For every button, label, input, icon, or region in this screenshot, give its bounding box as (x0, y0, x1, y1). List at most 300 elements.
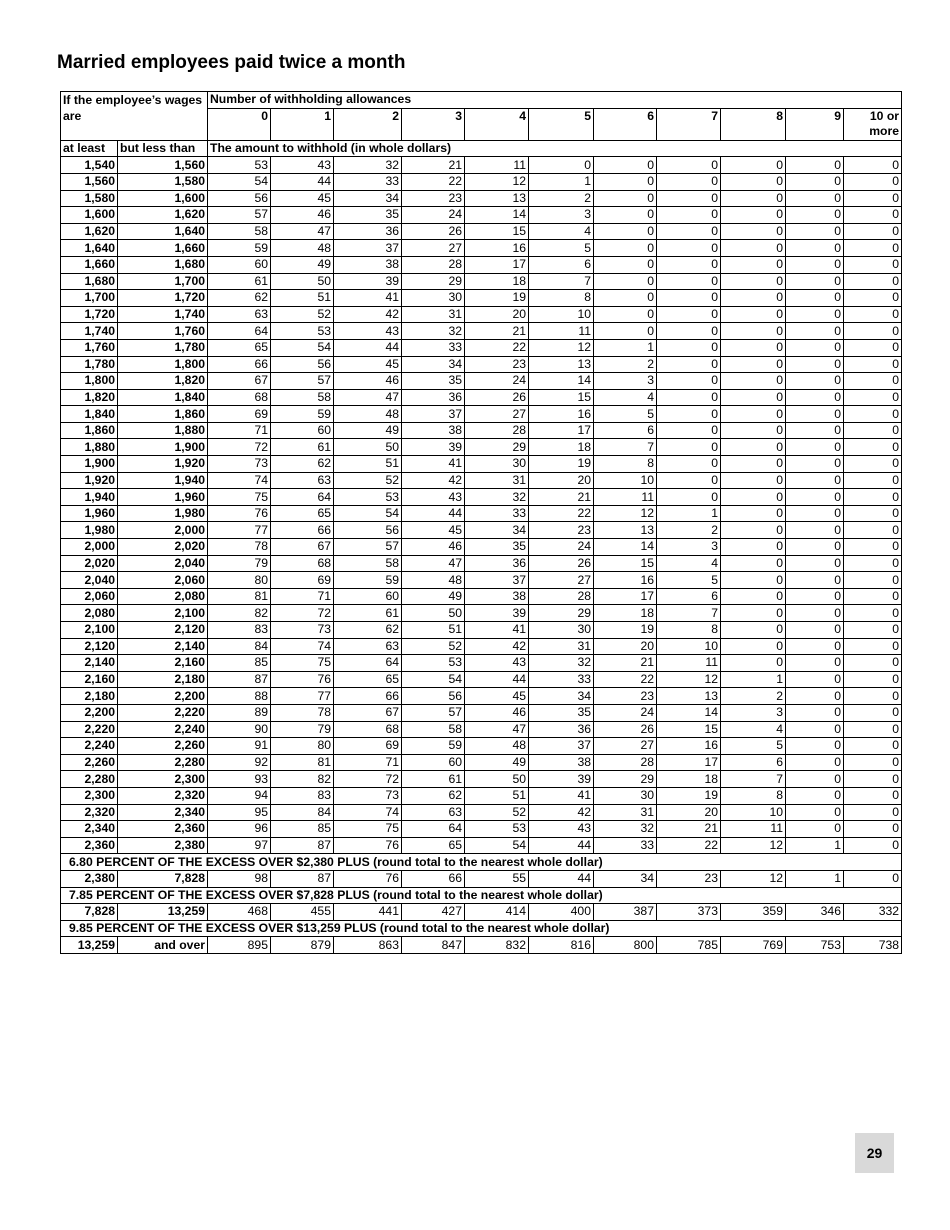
withhold-amount-cell: 3 (529, 207, 594, 224)
withhold-amount-cell: 64 (208, 323, 271, 340)
withhold-amount-cell: 10 (594, 472, 657, 489)
withhold-amount-cell: 3 (594, 373, 657, 390)
withhold-amount-cell: 0 (844, 157, 902, 174)
at-least-cell: 1,660 (61, 256, 118, 273)
withhold-amount-cell: 0 (786, 389, 844, 406)
withhold-amount-cell: 0 (786, 240, 844, 257)
withhold-amount-cell: 29 (465, 439, 529, 456)
withhold-amount-cell: 17 (657, 754, 721, 771)
withhold-amount-cell: 0 (721, 373, 786, 390)
withhold-amount-cell: 0 (657, 422, 721, 439)
less-than-cell: 1,760 (118, 323, 208, 340)
withhold-amount-cell: 7 (594, 439, 657, 456)
withhold-amount-cell: 13 (594, 522, 657, 539)
withhold-amount-cell: 81 (271, 754, 334, 771)
withhold-amount-cell: 57 (334, 539, 402, 556)
table-row (61, 837, 902, 854)
less-than-cell: 1,700 (118, 273, 208, 290)
withhold-amount-cell: 24 (402, 207, 465, 224)
withhold-amount-cell: 65 (271, 505, 334, 522)
withhold-amount-cell: 0 (844, 456, 902, 473)
withhold-amount-cell: 67 (271, 539, 334, 556)
withhold-amount-cell: 29 (594, 771, 657, 788)
less-than-cell: 2,080 (118, 588, 208, 605)
withhold-amount-cell: 0 (721, 290, 786, 307)
withhold-amount-cell: 51 (465, 787, 529, 804)
withhold-amount-cell: 27 (529, 572, 594, 589)
bracket-note-row (61, 887, 902, 904)
less-than-cell: 7,828 (118, 870, 208, 887)
withhold-amount-cell: 20 (594, 638, 657, 655)
withhold-amount-cell: 54 (334, 505, 402, 522)
withhold-amount-cell: 49 (465, 754, 529, 771)
less-than-cell: 2,180 (118, 671, 208, 688)
withhold-amount-cell: 816 (529, 937, 594, 954)
at-least-cell: 1,780 (61, 356, 118, 373)
withhold-amount-cell: 88 (208, 688, 271, 705)
withhold-amount-cell: 0 (721, 572, 786, 589)
table-row (61, 588, 902, 605)
table-row (61, 937, 902, 954)
withhold-amount-cell: 0 (786, 804, 844, 821)
at-least-cell: 1,720 (61, 306, 118, 323)
withhold-amount-cell: 0 (721, 555, 786, 572)
withhold-amount-cell: 83 (208, 622, 271, 639)
withhold-amount-cell: 8 (594, 456, 657, 473)
table-row (61, 622, 902, 639)
withhold-amount-cell: 14 (529, 373, 594, 390)
less-than-cell: 2,280 (118, 754, 208, 771)
table-row (61, 804, 902, 821)
less-than-cell: 2,140 (118, 638, 208, 655)
withhold-amount-cell: 23 (465, 356, 529, 373)
withhold-amount-cell: 26 (465, 389, 529, 406)
withhold-amount-cell: 22 (657, 837, 721, 854)
bracket-note: 7.85 PERCENT OF THE EXCESS OVER $7,828 PLUS (round total to the nearest whole dollar) (61, 887, 902, 904)
withhold-amount-cell: 0 (657, 406, 721, 423)
table-row (61, 754, 902, 771)
withhold-amount-cell: 0 (844, 539, 902, 556)
at-least-cell: 2,220 (61, 721, 118, 738)
withhold-amount-cell: 61 (208, 273, 271, 290)
header-row-1 (61, 92, 902, 109)
withhold-amount-cell: 427 (402, 904, 465, 921)
withhold-amount-cell: 0 (786, 655, 844, 672)
withhold-amount-cell: 6 (529, 256, 594, 273)
withhold-amount-cell: 34 (594, 870, 657, 887)
withhold-amount-cell: 13 (465, 190, 529, 207)
withhold-amount-cell: 8 (657, 622, 721, 639)
at-least-cell: 13,259 (61, 937, 118, 954)
at-least-cell: 2,140 (61, 655, 118, 672)
withhold-amount-cell: 0 (721, 422, 786, 439)
withhold-amount-cell: 41 (334, 290, 402, 307)
withhold-amount-cell: 24 (465, 373, 529, 390)
withhold-amount-cell: 785 (657, 937, 721, 954)
withhold-amount-cell: 34 (334, 190, 402, 207)
table-row (61, 638, 902, 655)
withhold-amount-cell: 0 (786, 339, 844, 356)
withhold-amount-cell: 0 (657, 173, 721, 190)
withhold-amount-cell: 22 (402, 173, 465, 190)
at-least-cell: 2,180 (61, 688, 118, 705)
less-than-cell: 1,640 (118, 223, 208, 240)
at-least-cell: 1,700 (61, 290, 118, 307)
withhold-amount-cell: 0 (721, 389, 786, 406)
withhold-amount-cell: 15 (465, 223, 529, 240)
withhold-amount-cell: 85 (271, 821, 334, 838)
withhold-amount-cell: 0 (786, 588, 844, 605)
at-least-cell: 2,340 (61, 821, 118, 838)
withhold-amount-cell: 0 (786, 157, 844, 174)
table-row (61, 771, 902, 788)
withhold-amount-cell: 38 (529, 754, 594, 771)
table-row (61, 671, 902, 688)
at-least-cell: 1,800 (61, 373, 118, 390)
withhold-amount-cell: 0 (844, 771, 902, 788)
at-least-cell: 2,380 (61, 870, 118, 887)
withhold-amount-cell: 65 (208, 339, 271, 356)
withhold-amount-cell: 895 (208, 937, 271, 954)
withhold-amount-cell: 76 (208, 505, 271, 522)
withhold-amount-cell: 45 (271, 190, 334, 207)
withhold-amount-cell: 22 (594, 671, 657, 688)
withhold-amount-cell: 6 (657, 588, 721, 605)
withhold-amount-cell: 0 (721, 622, 786, 639)
less-than-cell: 2,220 (118, 704, 208, 721)
withhold-amount-cell: 879 (271, 937, 334, 954)
withhold-amount-cell: 26 (402, 223, 465, 240)
withhold-amount-cell: 45 (465, 688, 529, 705)
allowance-col-header: 10 or (844, 108, 902, 124)
less-than-cell: 1,840 (118, 389, 208, 406)
withhold-amount-cell: 69 (208, 406, 271, 423)
less-than-cell: 1,740 (118, 306, 208, 323)
table-row (61, 223, 902, 240)
withhold-amount-cell: 10 (657, 638, 721, 655)
withhold-amount-cell: 79 (208, 555, 271, 572)
withhold-amount-cell: 0 (844, 339, 902, 356)
at-least-cell: 2,280 (61, 771, 118, 788)
withhold-amount-cell: 69 (334, 738, 402, 755)
withhold-amount-cell: 0 (594, 190, 657, 207)
withhold-amount-cell: 30 (594, 787, 657, 804)
withhold-amount-cell: 0 (844, 605, 902, 622)
withhold-amount-cell: 0 (844, 688, 902, 705)
withhold-amount-cell: 38 (402, 422, 465, 439)
withhold-amount-cell: 27 (594, 738, 657, 755)
allowance-col-header: 1 (271, 108, 334, 124)
less-than-cell: 1,680 (118, 256, 208, 273)
table-row (61, 389, 902, 406)
at-least-cell: 2,040 (61, 572, 118, 589)
withhold-amount-cell: 79 (271, 721, 334, 738)
withhold-amount-cell: 71 (208, 422, 271, 439)
withhold-amount-cell: 0 (721, 472, 786, 489)
withhold-amount-cell: 28 (402, 256, 465, 273)
withhold-amount-cell: 0 (721, 190, 786, 207)
at-least-cell: 1,980 (61, 522, 118, 539)
withhold-amount-cell: 49 (334, 422, 402, 439)
withhold-amount-cell: 56 (402, 688, 465, 705)
withhold-amount-cell: 65 (402, 837, 465, 854)
allowance-col-header: 0 (208, 108, 271, 124)
withhold-amount-cell: 0 (844, 306, 902, 323)
withhold-amount-cell: 10 (721, 804, 786, 821)
withhold-amount-cell: 2 (594, 356, 657, 373)
withhold-amount-cell: 5 (529, 240, 594, 257)
withhold-amount-cell: 94 (208, 787, 271, 804)
withhold-amount-cell: 56 (271, 356, 334, 373)
at-least-cell: 2,120 (61, 638, 118, 655)
withhold-amount-cell: 49 (271, 256, 334, 273)
withhold-amount-cell: 0 (844, 870, 902, 887)
withhold-amount-cell: 0 (786, 290, 844, 307)
wages-label-cont: are (61, 108, 208, 124)
withhold-amount-cell: 44 (402, 505, 465, 522)
withhold-amount-cell: 31 (402, 306, 465, 323)
less-than-cell: 1,580 (118, 173, 208, 190)
less-than-cell: 2,000 (118, 522, 208, 539)
withhold-amount-cell: 61 (334, 605, 402, 622)
withhold-amount-cell: 44 (465, 671, 529, 688)
withhold-amount-cell: 753 (786, 937, 844, 954)
withhold-amount-cell: 0 (657, 389, 721, 406)
less-than-cell: 1,960 (118, 489, 208, 506)
withhold-amount-cell: 92 (208, 754, 271, 771)
withhold-amount-cell: 60 (402, 754, 465, 771)
at-least-cell: 1,860 (61, 422, 118, 439)
withhold-amount-cell: 32 (465, 489, 529, 506)
withhold-amount-cell: 31 (594, 804, 657, 821)
withhold-amount-cell: 11 (721, 821, 786, 838)
withhold-amount-cell: 37 (465, 572, 529, 589)
table-row (61, 738, 902, 755)
withhold-amount-cell: 43 (529, 821, 594, 838)
withhold-amount-cell: 34 (529, 688, 594, 705)
table-row (61, 821, 902, 838)
withhold-amount-cell: 14 (594, 539, 657, 556)
withhold-amount-cell: 0 (844, 821, 902, 838)
withhold-amount-cell: 35 (402, 373, 465, 390)
withhold-amount-cell: 47 (334, 389, 402, 406)
less-than-cell: 1,820 (118, 373, 208, 390)
withhold-amount-cell: 0 (657, 207, 721, 224)
withhold-amount-cell: 44 (271, 173, 334, 190)
withhold-amount-cell: 29 (529, 605, 594, 622)
withhold-amount-cell: 0 (844, 190, 902, 207)
withhold-amount-cell: 18 (529, 439, 594, 456)
table-row (61, 290, 902, 307)
withhold-amount-cell: 359 (721, 904, 786, 921)
withhold-amount-cell: 68 (334, 721, 402, 738)
withhold-amount-cell: 15 (657, 721, 721, 738)
withhold-amount-cell: 82 (208, 605, 271, 622)
withhold-amount-cell: 42 (529, 804, 594, 821)
withhold-amount-cell: 37 (334, 240, 402, 257)
withhold-amount-cell: 441 (334, 904, 402, 921)
withhold-amount-cell: 400 (529, 904, 594, 921)
withhold-amount-cell: 89 (208, 704, 271, 721)
withhold-amount-cell: 1 (721, 671, 786, 688)
withhold-amount-cell: 0 (786, 671, 844, 688)
withhold-amount-cell: 0 (786, 223, 844, 240)
withhold-amount-cell: 5 (721, 738, 786, 755)
less-than-cell: 1,600 (118, 190, 208, 207)
at-least-label: at least (61, 140, 118, 157)
withhold-amount-cell: 0 (844, 638, 902, 655)
withhold-amount-cell: 51 (334, 456, 402, 473)
withhold-amount-cell: 77 (208, 522, 271, 539)
withhold-amount-cell: 63 (334, 638, 402, 655)
withhold-amount-cell: 55 (465, 870, 529, 887)
withhold-amount-cell: 0 (786, 572, 844, 589)
withhold-amount-cell: 1 (786, 870, 844, 887)
withhold-amount-cell: 16 (529, 406, 594, 423)
withhold-amount-cell: 64 (334, 655, 402, 672)
withhold-amount-cell: 28 (594, 754, 657, 771)
withhold-amount-cell: 3 (721, 704, 786, 721)
allowance-col-header: 5 (529, 108, 594, 124)
withhold-amount-cell: 32 (529, 655, 594, 672)
withhold-amount-cell: 23 (529, 522, 594, 539)
table-row (61, 339, 902, 356)
withhold-amount-cell: 45 (334, 356, 402, 373)
withhold-amount-cell: 0 (786, 555, 844, 572)
withhold-amount-cell: 0 (844, 389, 902, 406)
table-row (61, 373, 902, 390)
withhold-amount-cell: 74 (271, 638, 334, 655)
withhold-amount-cell: 91 (208, 738, 271, 755)
withhold-amount-cell: 31 (529, 638, 594, 655)
table-row (61, 555, 902, 572)
withhold-amount-cell: 0 (844, 356, 902, 373)
withhold-amount-cell: 67 (334, 704, 402, 721)
withhold-amount-cell: 0 (657, 373, 721, 390)
withhold-amount-cell: 24 (529, 539, 594, 556)
withhold-amount-cell: 1 (786, 837, 844, 854)
withhold-amount-cell: 74 (334, 804, 402, 821)
at-least-cell: 2,260 (61, 754, 118, 771)
at-least-cell: 1,820 (61, 389, 118, 406)
withhold-amount-cell: 39 (529, 771, 594, 788)
withhold-amount-cell: 0 (844, 505, 902, 522)
less-than-cell: 1,620 (118, 207, 208, 224)
withhold-amount-cell: 43 (402, 489, 465, 506)
withhold-amount-cell: 0 (786, 256, 844, 273)
withhold-amount-cell: 72 (271, 605, 334, 622)
table-row (61, 787, 902, 804)
withhold-amount-cell: 53 (208, 157, 271, 174)
less-than-cell: 13,259 (118, 904, 208, 921)
withhold-amount-cell: 0 (844, 173, 902, 190)
withhold-amount-cell: 81 (208, 588, 271, 605)
withhold-amount-cell: 19 (657, 787, 721, 804)
withhold-amount-cell: 19 (465, 290, 529, 307)
withhold-amount-cell: 72 (208, 439, 271, 456)
table-row (61, 190, 902, 207)
withhold-amount-cell: 58 (208, 223, 271, 240)
withhold-amount-cell: 769 (721, 937, 786, 954)
wages-label-spacer (61, 124, 208, 140)
less-than-cell: 2,260 (118, 738, 208, 755)
withhold-amount-cell: 48 (402, 572, 465, 589)
table-row (61, 240, 902, 257)
withhold-amount-cell: 58 (271, 389, 334, 406)
withhold-amount-cell: 4 (721, 721, 786, 738)
withhold-amount-cell: 832 (465, 937, 529, 954)
withhold-amount-cell: 76 (334, 837, 402, 854)
withhold-amount-cell: 57 (402, 704, 465, 721)
withhold-amount-cell: 0 (844, 256, 902, 273)
withhold-amount-cell: 80 (208, 572, 271, 589)
at-least-cell: 1,680 (61, 273, 118, 290)
withhold-amount-cell: 0 (721, 157, 786, 174)
withhold-amount-cell: 73 (334, 787, 402, 804)
withhold-amount-cell: 0 (844, 738, 902, 755)
withhold-amount-cell: 53 (402, 655, 465, 672)
withhold-amount-cell: 76 (334, 870, 402, 887)
withhold-amount-cell: 16 (594, 572, 657, 589)
allowances-label: Number of withholding allowances (208, 92, 902, 109)
withhold-amount-cell: 0 (786, 771, 844, 788)
withhold-amount-cell: 0 (844, 439, 902, 456)
at-least-cell: 2,200 (61, 704, 118, 721)
at-least-cell: 2,020 (61, 555, 118, 572)
withhold-amount-cell: 46 (334, 373, 402, 390)
withhold-amount-cell: 4 (529, 223, 594, 240)
withhold-amount-cell: 26 (529, 555, 594, 572)
withhold-amount-cell: 0 (657, 190, 721, 207)
withhold-amount-cell: 0 (786, 787, 844, 804)
withhold-amount-cell: 0 (844, 207, 902, 224)
withhold-amount-cell: 21 (529, 489, 594, 506)
withhold-amount-cell: 63 (402, 804, 465, 821)
at-least-cell: 2,060 (61, 588, 118, 605)
withhold-amount-cell: 0 (786, 638, 844, 655)
table-row (61, 688, 902, 705)
withhold-amount-cell: 13 (529, 356, 594, 373)
table-row (61, 256, 902, 273)
withhold-amount-cell: 0 (844, 373, 902, 390)
withhold-amount-cell: 29 (402, 273, 465, 290)
withhold-amount-cell: 22 (529, 505, 594, 522)
withhold-amount-cell: 0 (721, 273, 786, 290)
withhold-amount-cell: 31 (465, 472, 529, 489)
withhold-amount-cell: 39 (334, 273, 402, 290)
table-row (61, 207, 902, 224)
withhold-amount-cell: 51 (271, 290, 334, 307)
withhold-amount-cell: 0 (844, 489, 902, 506)
withhold-amount-cell: 0 (844, 472, 902, 489)
withhold-amount-cell: 71 (271, 588, 334, 605)
allowance-col-header: 2 (334, 108, 402, 124)
withhold-amount-cell: 12 (529, 339, 594, 356)
less-than-cell: 1,860 (118, 406, 208, 423)
withhold-amount-cell: 11 (465, 157, 529, 174)
withhold-amount-cell: 0 (786, 422, 844, 439)
withhold-amount-cell: 38 (334, 256, 402, 273)
table-row (61, 406, 902, 423)
withhold-amount-cell: 78 (271, 704, 334, 721)
withhold-amount-cell: 24 (594, 704, 657, 721)
withhold-amount-cell: 22 (465, 339, 529, 356)
withhold-amount-cell: 6 (594, 422, 657, 439)
withhold-amount-cell: 0 (844, 671, 902, 688)
withhold-amount-cell: 0 (786, 605, 844, 622)
at-least-cell: 1,940 (61, 489, 118, 506)
less-than-cell: 2,060 (118, 572, 208, 589)
